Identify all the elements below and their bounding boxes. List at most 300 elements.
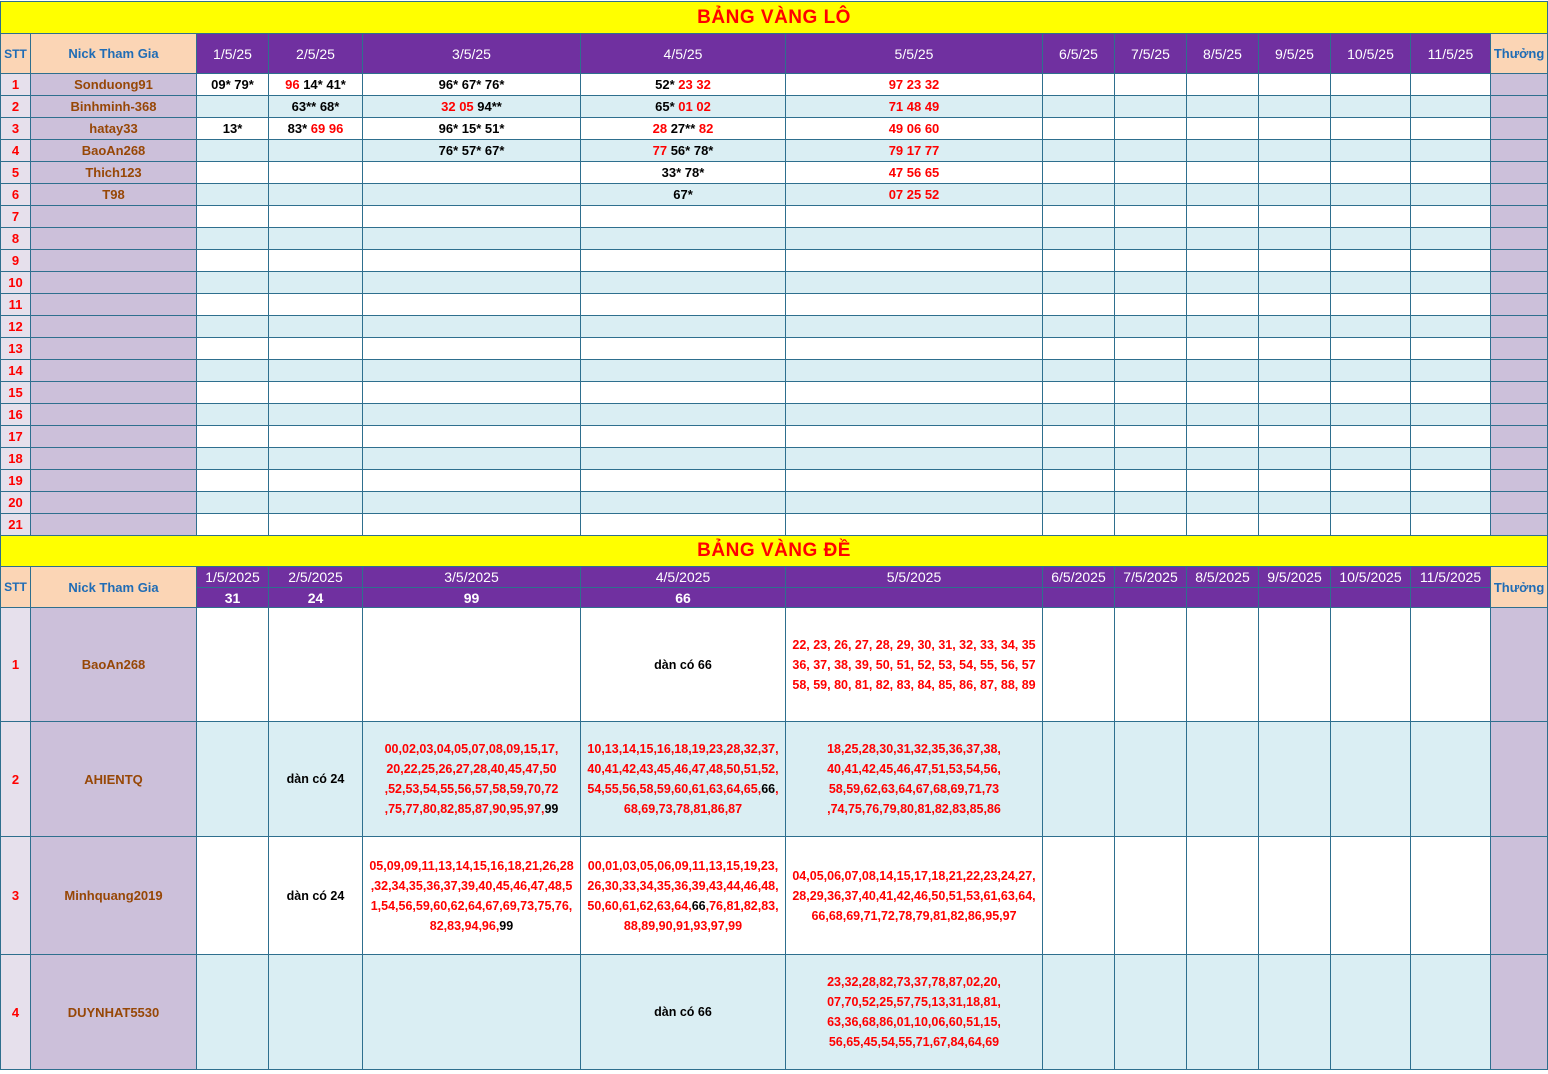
de-pick-cell[interactable]: [1259, 955, 1331, 1070]
lo-stt-cell[interactable]: 11: [1, 294, 31, 316]
de-pick-cell[interactable]: [786, 608, 1043, 722]
lo-pick-cell[interactable]: [1187, 426, 1259, 448]
lo-pick-cell[interactable]: [1259, 448, 1331, 470]
lo-stt-cell[interactable]: 18: [1, 448, 31, 470]
lo-pick-cell[interactable]: [363, 272, 581, 294]
lo-thuong-cell[interactable]: [1491, 470, 1548, 492]
lo-pick-cell[interactable]: [1115, 250, 1187, 272]
de-pick-cell[interactable]: [363, 955, 581, 1070]
lo-pick-cell[interactable]: [363, 470, 581, 492]
lo-pick-cell[interactable]: [1043, 382, 1115, 404]
lo-nick-cell[interactable]: [31, 470, 197, 492]
lo-pick-cell[interactable]: [1043, 74, 1115, 96]
de-pick-cell[interactable]: [1115, 955, 1187, 1070]
lo-pick-cell[interactable]: [1411, 338, 1491, 360]
lo-stt-cell[interactable]: 13: [1, 338, 31, 360]
de-pick-cell[interactable]: [363, 608, 581, 722]
lo-pick-cell[interactable]: [1259, 338, 1331, 360]
lo-pick-cell[interactable]: [1331, 250, 1411, 272]
lo-pick-cell[interactable]: [1187, 228, 1259, 250]
lo-pick-cell[interactable]: [1259, 514, 1331, 536]
lo-nick-cell[interactable]: Sonduong91: [31, 74, 197, 96]
lo-pick-cell[interactable]: [363, 338, 581, 360]
lo-pick-cell[interactable]: [1187, 316, 1259, 338]
lo-pick-cell[interactable]: [786, 118, 1043, 140]
de-thuong-cell[interactable]: [1491, 722, 1548, 837]
lo-pick-cell[interactable]: [269, 470, 363, 492]
lo-stt-cell[interactable]: 15: [1, 382, 31, 404]
lo-pick-cell[interactable]: [1331, 140, 1411, 162]
lo-stt-cell[interactable]: 20: [1, 492, 31, 514]
lo-pick-cell[interactable]: [1411, 74, 1491, 96]
lo-pick-cell[interactable]: [197, 316, 269, 338]
lo-thuong-cell[interactable]: [1491, 294, 1548, 316]
de-pick-cell[interactable]: [1187, 608, 1259, 722]
lo-pick-cell[interactable]: [1411, 118, 1491, 140]
de-pick-cell[interactable]: [786, 837, 1043, 955]
de-pick-cell[interactable]: [581, 608, 786, 722]
de-pick-cell[interactable]: [1115, 837, 1187, 955]
lo-pick-cell[interactable]: [1043, 250, 1115, 272]
lo-pick-cell[interactable]: [269, 338, 363, 360]
lo-pick-cell[interactable]: [1115, 492, 1187, 514]
lo-pick-cell[interactable]: [1331, 382, 1411, 404]
lo-pick-cell[interactable]: [1259, 96, 1331, 118]
lo-stt-cell[interactable]: 16: [1, 404, 31, 426]
lo-pick-cell[interactable]: [197, 118, 269, 140]
lo-pick-cell[interactable]: [581, 184, 786, 206]
lo-pick-cell[interactable]: [786, 140, 1043, 162]
lo-thuong-cell[interactable]: [1491, 228, 1548, 250]
lo-pick-cell[interactable]: [786, 404, 1043, 426]
lo-pick-cell[interactable]: [581, 470, 786, 492]
lo-pick-cell[interactable]: [1115, 470, 1187, 492]
lo-pick-cell[interactable]: [1259, 118, 1331, 140]
de-nick-cell[interactable]: AHIENTQ: [31, 722, 197, 837]
de-pick-cell[interactable]: [1411, 608, 1491, 722]
lo-nick-cell[interactable]: [31, 360, 197, 382]
lo-pick-cell[interactable]: [1043, 514, 1115, 536]
lo-thuong-cell[interactable]: [1491, 272, 1548, 294]
lo-nick-cell[interactable]: [31, 272, 197, 294]
lo-nick-cell[interactable]: T98: [31, 184, 197, 206]
lo-pick-cell[interactable]: [581, 426, 786, 448]
lo-pick-cell[interactable]: [1331, 426, 1411, 448]
lo-thuong-cell[interactable]: [1491, 74, 1548, 96]
lo-pick-cell[interactable]: [1187, 118, 1259, 140]
lo-nick-cell[interactable]: hatay33: [31, 118, 197, 140]
de-pick-cell[interactable]: [1115, 608, 1187, 722]
lo-pick-cell[interactable]: [1187, 470, 1259, 492]
lo-stt-cell[interactable]: 3: [1, 118, 31, 140]
lo-pick-cell[interactable]: [197, 514, 269, 536]
lo-pick-cell[interactable]: [581, 162, 786, 184]
lo-pick-cell[interactable]: [581, 118, 786, 140]
lo-pick-cell[interactable]: [1115, 184, 1187, 206]
lo-pick-cell[interactable]: [1187, 96, 1259, 118]
de-thuong-cell[interactable]: [1491, 955, 1548, 1070]
lo-pick-cell[interactable]: [1187, 448, 1259, 470]
lo-pick-cell[interactable]: [197, 294, 269, 316]
lo-pick-cell[interactable]: [1259, 316, 1331, 338]
lo-stt-cell[interactable]: 4: [1, 140, 31, 162]
lo-pick-cell[interactable]: [786, 228, 1043, 250]
lo-nick-cell[interactable]: [31, 316, 197, 338]
de-pick-cell[interactable]: [1043, 608, 1115, 722]
lo-pick-cell[interactable]: [197, 448, 269, 470]
lo-pick-cell[interactable]: [1043, 272, 1115, 294]
lo-pick-cell[interactable]: [1043, 404, 1115, 426]
lo-pick-cell[interactable]: [1187, 360, 1259, 382]
lo-pick-cell[interactable]: [1259, 492, 1331, 514]
lo-pick-cell[interactable]: [581, 492, 786, 514]
de-pick-cell[interactable]: [1187, 955, 1259, 1070]
lo-pick-cell[interactable]: [363, 140, 581, 162]
lo-pick-cell[interactable]: [1411, 140, 1491, 162]
de-pick-cell[interactable]: [197, 608, 269, 722]
lo-pick-cell[interactable]: [269, 514, 363, 536]
lo-nick-cell[interactable]: Thich123: [31, 162, 197, 184]
lo-nick-cell[interactable]: [31, 382, 197, 404]
lo-pick-cell[interactable]: [786, 206, 1043, 228]
lo-pick-cell[interactable]: [1411, 316, 1491, 338]
lo-pick-cell[interactable]: [1259, 206, 1331, 228]
lo-pick-cell[interactable]: [1115, 74, 1187, 96]
lo-nick-cell[interactable]: [31, 492, 197, 514]
lo-pick-cell[interactable]: [786, 74, 1043, 96]
lo-pick-cell[interactable]: [1043, 184, 1115, 206]
lo-pick-cell[interactable]: [1331, 338, 1411, 360]
lo-pick-cell[interactable]: [786, 316, 1043, 338]
lo-pick-cell[interactable]: [1187, 162, 1259, 184]
lo-pick-cell[interactable]: [1115, 96, 1187, 118]
lo-pick-cell[interactable]: [1187, 338, 1259, 360]
lo-pick-cell[interactable]: [197, 206, 269, 228]
lo-pick-cell[interactable]: [269, 448, 363, 470]
lo-pick-cell[interactable]: [1411, 206, 1491, 228]
lo-pick-cell[interactable]: [1115, 316, 1187, 338]
lo-pick-cell[interactable]: [363, 96, 581, 118]
lo-pick-cell[interactable]: [1411, 470, 1491, 492]
lo-pick-cell[interactable]: [1043, 470, 1115, 492]
de-pick-cell[interactable]: [786, 955, 1043, 1070]
lo-pick-cell[interactable]: [786, 426, 1043, 448]
lo-stt-cell[interactable]: 5: [1, 162, 31, 184]
lo-pick-cell[interactable]: [197, 162, 269, 184]
lo-pick-cell[interactable]: [1331, 404, 1411, 426]
lo-pick-cell[interactable]: [1187, 272, 1259, 294]
lo-pick-cell[interactable]: [1115, 404, 1187, 426]
lo-pick-cell[interactable]: [363, 492, 581, 514]
lo-pick-cell[interactable]: [1411, 162, 1491, 184]
lo-pick-cell[interactable]: [197, 74, 269, 96]
de-stt-cell[interactable]: 3: [1, 837, 31, 955]
lo-pick-cell[interactable]: [1331, 206, 1411, 228]
lo-pick-cell[interactable]: [1411, 448, 1491, 470]
lo-pick-cell[interactable]: [1187, 250, 1259, 272]
lo-nick-cell[interactable]: [31, 250, 197, 272]
lo-pick-cell[interactable]: [786, 96, 1043, 118]
lo-pick-cell[interactable]: [1043, 162, 1115, 184]
lo-pick-cell[interactable]: [1115, 272, 1187, 294]
lo-thuong-cell[interactable]: [1491, 184, 1548, 206]
lo-pick-cell[interactable]: [1331, 514, 1411, 536]
lo-nick-cell[interactable]: [31, 404, 197, 426]
de-pick-cell[interactable]: [1411, 837, 1491, 955]
lo-pick-cell[interactable]: [1043, 316, 1115, 338]
lo-pick-cell[interactable]: [581, 514, 786, 536]
lo-pick-cell[interactable]: [269, 118, 363, 140]
lo-pick-cell[interactable]: [581, 250, 786, 272]
lo-pick-cell[interactable]: [363, 250, 581, 272]
lo-pick-cell[interactable]: [197, 470, 269, 492]
lo-thuong-cell[interactable]: [1491, 448, 1548, 470]
lo-pick-cell[interactable]: [786, 250, 1043, 272]
lo-pick-cell[interactable]: [269, 316, 363, 338]
lo-pick-cell[interactable]: [269, 206, 363, 228]
lo-pick-cell[interactable]: [581, 272, 786, 294]
lo-pick-cell[interactable]: [581, 404, 786, 426]
de-pick-cell[interactable]: [1115, 722, 1187, 837]
de-pick-cell[interactable]: [363, 722, 581, 837]
lo-pick-cell[interactable]: [269, 360, 363, 382]
lo-pick-cell[interactable]: [1115, 140, 1187, 162]
lo-pick-cell[interactable]: [197, 404, 269, 426]
lo-stt-cell[interactable]: 6: [1, 184, 31, 206]
lo-thuong-cell[interactable]: [1491, 514, 1548, 536]
lo-pick-cell[interactable]: [269, 184, 363, 206]
lo-pick-cell[interactable]: [363, 206, 581, 228]
lo-nick-cell[interactable]: [31, 206, 197, 228]
lo-pick-cell[interactable]: [786, 162, 1043, 184]
lo-pick-cell[interactable]: [269, 96, 363, 118]
de-pick-cell[interactable]: [1259, 722, 1331, 837]
lo-pick-cell[interactable]: [1187, 206, 1259, 228]
de-pick-cell[interactable]: [1331, 722, 1411, 837]
lo-pick-cell[interactable]: [786, 184, 1043, 206]
lo-pick-cell[interactable]: [363, 448, 581, 470]
lo-thuong-cell[interactable]: [1491, 118, 1548, 140]
lo-pick-cell[interactable]: [1331, 492, 1411, 514]
lo-pick-cell[interactable]: [363, 74, 581, 96]
lo-pick-cell[interactable]: [197, 272, 269, 294]
lo-pick-cell[interactable]: [581, 448, 786, 470]
de-nick-cell[interactable]: Minhquang2019: [31, 837, 197, 955]
lo-thuong-cell[interactable]: [1491, 316, 1548, 338]
lo-nick-cell[interactable]: [31, 228, 197, 250]
lo-thuong-cell[interactable]: [1491, 206, 1548, 228]
lo-pick-cell[interactable]: [197, 382, 269, 404]
de-stt-cell[interactable]: 2: [1, 722, 31, 837]
lo-pick-cell[interactable]: [1043, 492, 1115, 514]
lo-pick-cell[interactable]: [1187, 140, 1259, 162]
lo-pick-cell[interactable]: [1043, 448, 1115, 470]
de-pick-cell[interactable]: [1187, 722, 1259, 837]
lo-stt-cell[interactable]: 21: [1, 514, 31, 536]
lo-pick-cell[interactable]: [1259, 250, 1331, 272]
lo-pick-cell[interactable]: [1115, 118, 1187, 140]
lo-pick-cell[interactable]: [581, 338, 786, 360]
lo-pick-cell[interactable]: [581, 206, 786, 228]
lo-pick-cell[interactable]: [269, 162, 363, 184]
lo-pick-cell[interactable]: [1331, 96, 1411, 118]
lo-pick-cell[interactable]: [1331, 360, 1411, 382]
lo-thuong-cell[interactable]: [1491, 492, 1548, 514]
de-pick-cell[interactable]: [1043, 722, 1115, 837]
lo-pick-cell[interactable]: [786, 448, 1043, 470]
lo-pick-cell[interactable]: [363, 184, 581, 206]
lo-thuong-cell[interactable]: [1491, 426, 1548, 448]
de-pick-cell[interactable]: [1331, 955, 1411, 1070]
de-pick-cell[interactable]: [269, 722, 363, 837]
lo-pick-cell[interactable]: [197, 184, 269, 206]
lo-pick-cell[interactable]: [1187, 382, 1259, 404]
lo-pick-cell[interactable]: [363, 404, 581, 426]
lo-pick-cell[interactable]: [1259, 140, 1331, 162]
lo-pick-cell[interactable]: [786, 492, 1043, 514]
lo-pick-cell[interactable]: [363, 426, 581, 448]
lo-pick-cell[interactable]: [269, 250, 363, 272]
lo-pick-cell[interactable]: [1115, 162, 1187, 184]
lo-pick-cell[interactable]: [197, 228, 269, 250]
lo-stt-cell[interactable]: 8: [1, 228, 31, 250]
de-pick-cell[interactable]: [197, 722, 269, 837]
lo-pick-cell[interactable]: [1411, 492, 1491, 514]
lo-pick-cell[interactable]: [1331, 228, 1411, 250]
lo-pick-cell[interactable]: [363, 228, 581, 250]
de-pick-cell[interactable]: [1259, 608, 1331, 722]
lo-nick-cell[interactable]: Binhminh-368: [31, 96, 197, 118]
lo-pick-cell[interactable]: [1259, 426, 1331, 448]
de-pick-cell[interactable]: [269, 608, 363, 722]
lo-pick-cell[interactable]: [581, 294, 786, 316]
lo-pick-cell[interactable]: [1043, 426, 1115, 448]
de-pick-cell[interactable]: [1331, 608, 1411, 722]
lo-pick-cell[interactable]: [1187, 514, 1259, 536]
lo-pick-cell[interactable]: [363, 360, 581, 382]
lo-stt-cell[interactable]: 9: [1, 250, 31, 272]
de-pick-cell[interactable]: [1331, 837, 1411, 955]
lo-pick-cell[interactable]: [1115, 294, 1187, 316]
lo-pick-cell[interactable]: [1043, 96, 1115, 118]
lo-pick-cell[interactable]: [1331, 118, 1411, 140]
lo-thuong-cell[interactable]: [1491, 140, 1548, 162]
lo-pick-cell[interactable]: [1115, 228, 1187, 250]
de-pick-cell[interactable]: [197, 955, 269, 1070]
lo-pick-cell[interactable]: [269, 426, 363, 448]
de-pick-cell[interactable]: [581, 837, 786, 955]
lo-pick-cell[interactable]: [1259, 162, 1331, 184]
lo-pick-cell[interactable]: [786, 338, 1043, 360]
lo-pick-cell[interactable]: [363, 514, 581, 536]
lo-pick-cell[interactable]: [1187, 404, 1259, 426]
de-stt-cell[interactable]: 4: [1, 955, 31, 1070]
lo-pick-cell[interactable]: [197, 338, 269, 360]
lo-pick-cell[interactable]: [1259, 272, 1331, 294]
de-pick-cell[interactable]: [363, 837, 581, 955]
lo-pick-cell[interactable]: [1043, 206, 1115, 228]
de-nick-cell[interactable]: BaoAn268: [31, 608, 197, 722]
lo-pick-cell[interactable]: [1043, 228, 1115, 250]
lo-pick-cell[interactable]: [581, 382, 786, 404]
lo-pick-cell[interactable]: [786, 514, 1043, 536]
de-pick-cell[interactable]: [1043, 837, 1115, 955]
de-pick-cell[interactable]: [269, 837, 363, 955]
lo-stt-cell[interactable]: 2: [1, 96, 31, 118]
lo-pick-cell[interactable]: [1259, 294, 1331, 316]
lo-pick-cell[interactable]: [1187, 184, 1259, 206]
de-pick-cell[interactable]: [1411, 722, 1491, 837]
lo-pick-cell[interactable]: [1259, 470, 1331, 492]
de-pick-cell[interactable]: [1259, 837, 1331, 955]
lo-pick-cell[interactable]: [1331, 448, 1411, 470]
lo-pick-cell[interactable]: [1411, 250, 1491, 272]
lo-pick-cell[interactable]: [786, 360, 1043, 382]
lo-nick-cell[interactable]: BaoAn268: [31, 140, 197, 162]
lo-thuong-cell[interactable]: [1491, 360, 1548, 382]
lo-pick-cell[interactable]: [786, 470, 1043, 492]
lo-stt-cell[interactable]: 17: [1, 426, 31, 448]
lo-pick-cell[interactable]: [269, 382, 363, 404]
lo-pick-cell[interactable]: [197, 360, 269, 382]
lo-pick-cell[interactable]: [1115, 382, 1187, 404]
lo-stt-cell[interactable]: 12: [1, 316, 31, 338]
lo-pick-cell[interactable]: [1411, 404, 1491, 426]
de-pick-cell[interactable]: [1043, 955, 1115, 1070]
lo-pick-cell[interactable]: [363, 382, 581, 404]
lo-pick-cell[interactable]: [1187, 492, 1259, 514]
de-nick-cell[interactable]: DUYNHAT5530: [31, 955, 197, 1070]
lo-pick-cell[interactable]: [197, 426, 269, 448]
lo-thuong-cell[interactable]: [1491, 404, 1548, 426]
lo-pick-cell[interactable]: [1043, 338, 1115, 360]
de-thuong-cell[interactable]: [1491, 837, 1548, 955]
lo-pick-cell[interactable]: [1187, 294, 1259, 316]
lo-pick-cell[interactable]: [269, 294, 363, 316]
lo-pick-cell[interactable]: [581, 316, 786, 338]
lo-pick-cell[interactable]: [1259, 184, 1331, 206]
de-pick-cell[interactable]: [581, 955, 786, 1070]
lo-pick-cell[interactable]: [581, 228, 786, 250]
lo-pick-cell[interactable]: [1331, 162, 1411, 184]
lo-stt-cell[interactable]: 10: [1, 272, 31, 294]
lo-pick-cell[interactable]: [363, 118, 581, 140]
de-pick-cell[interactable]: [1187, 837, 1259, 955]
lo-pick-cell[interactable]: [197, 140, 269, 162]
lo-pick-cell[interactable]: [1259, 404, 1331, 426]
lo-pick-cell[interactable]: [1115, 360, 1187, 382]
lo-pick-cell[interactable]: [269, 272, 363, 294]
lo-pick-cell[interactable]: [1043, 360, 1115, 382]
lo-pick-cell[interactable]: [1411, 426, 1491, 448]
de-pick-cell[interactable]: [1411, 955, 1491, 1070]
de-thuong-cell[interactable]: [1491, 608, 1548, 722]
lo-pick-cell[interactable]: [269, 74, 363, 96]
lo-pick-cell[interactable]: [1043, 118, 1115, 140]
lo-stt-cell[interactable]: 7: [1, 206, 31, 228]
lo-pick-cell[interactable]: [1411, 514, 1491, 536]
lo-pick-cell[interactable]: [1331, 74, 1411, 96]
lo-pick-cell[interactable]: [1259, 360, 1331, 382]
lo-stt-cell[interactable]: 1: [1, 74, 31, 96]
lo-pick-cell[interactable]: [1331, 470, 1411, 492]
lo-pick-cell[interactable]: [269, 404, 363, 426]
lo-pick-cell[interactable]: [1411, 228, 1491, 250]
lo-pick-cell[interactable]: [269, 140, 363, 162]
lo-pick-cell[interactable]: [1411, 382, 1491, 404]
lo-pick-cell[interactable]: [1331, 316, 1411, 338]
lo-pick-cell[interactable]: [197, 96, 269, 118]
